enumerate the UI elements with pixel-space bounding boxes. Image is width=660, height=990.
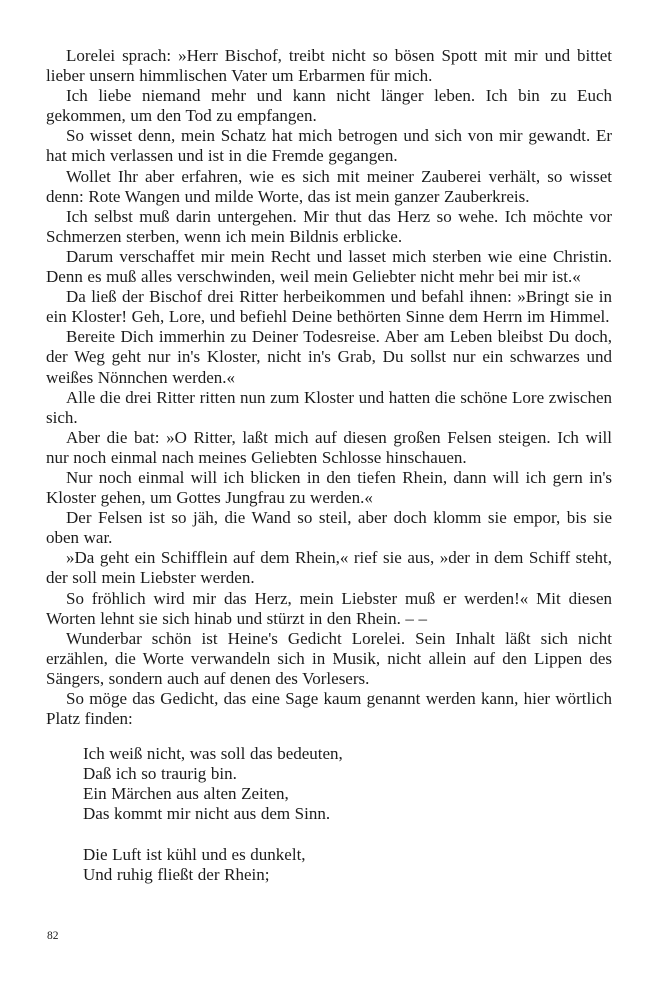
paragraph: Wunderbar schön ist Heine's Gedicht Lorelei. Sein Inhalt läßt sich nicht erzählen, die Worte verwandeln sich in Musik, nicht allein auf den Lippen des Sängers, sondern auch auf denen des Vorlesers.	[46, 628, 612, 688]
poem-line: Ein Märchen aus alten Zeiten,	[83, 784, 289, 804]
paragraph: Ich selbst muß darin untergehen. Mir thut das Herz so wehe. Ich möchte vor Schmerzen sterben, wenn ich mein Bildnis erblicke.	[46, 206, 612, 246]
paragraph: Aber die bat: »O Ritter, laßt mich auf diesen großen Felsen steigen. Ich will nur noch einmal nach meines Geliebten Schlosse hinschauen.	[46, 427, 612, 467]
page-number: 82	[47, 930, 59, 942]
poem-stanza	[83, 845, 612, 885]
paragraph: Lorelei sprach: »Herr Bischof, treibt nicht so bösen Spott mit mir und bittet lieber unsern himmlischen Vater um Erbarmen für mich.	[46, 46, 612, 86]
paragraph: Alle die drei Ritter ritten nun zum Kloster und hatten die schöne Lore zwischen sich.	[46, 387, 612, 427]
paragraph: Bereite Dich immerhin zu Deiner Todesreise. Aber am Leben bleibst Du doch, der Weg geht nur in's Kloster, nicht in's Grab, Du sollst nur ein schwarzes und weißes Nönnchen werden.«	[46, 327, 612, 387]
paragraph: So wisset denn, mein Schatz hat mich betrogen und sich von mir gewandt. Er hat mich verlassen und ist in die Fremde gegangen.	[46, 126, 612, 166]
page-text-block	[46, 46, 612, 905]
paragraph: Da ließ der Bischof drei Ritter herbeikommen und befahl ihnen: »Bringt sie in ein Kloster! Geh, Lore, und befiehl Deine bethörten Sinne dem Herrn im Himmel.	[46, 287, 612, 327]
poem-stanza	[83, 744, 612, 824]
paragraph: Darum verschaffet mir mein Recht und lasset mich sterben wie eine Christin. Denn es muß alles verschwinden, weil mein Geliebter nicht mehr bei mir ist.«	[46, 246, 612, 287]
paragraph: Nur noch einmal will ich blicken in den tiefen Rhein, dann will ich gern in's Kloster gehen, um Gottes Jungfrau zu werden.«	[46, 467, 612, 508]
poem-line: Ich weiß nicht, was soll das bedeuten,	[83, 744, 343, 764]
poem-line: Und ruhig fließt der Rhein;	[83, 864, 270, 884]
paragraph: Der Felsen ist so jäh, die Wand so steil, aber doch klomm sie empor, bis sie oben war.	[46, 508, 612, 548]
paragraph: »Da geht ein Schifflein auf dem Rhein,« rief sie aus, »der in dem Schiff steht, der soll mein Liebster werden.	[46, 548, 612, 588]
poem-line: Daß ich so traurig bin.	[83, 764, 237, 784]
paragraph: So möge das Gedicht, das eine Sage kaum genannt werden kann, hier wörtlich Platz finden:	[46, 689, 612, 729]
poem-line: Die Luft ist kühl und es dunkelt,	[83, 844, 306, 864]
paragraph: So fröhlich wird mir das Herz, mein Liebster muß er werden!« Mit diesen Worten lehnt sie sich hinab und stürzt in den Rhein. – –	[46, 588, 612, 628]
paragraph: Ich liebe niemand mehr und kann nicht länger leben. Ich bin zu Euch gekommen, um den Tod zu empfangen.	[46, 86, 612, 126]
poem-line: Das kommt mir nicht aus dem Sinn.	[83, 804, 331, 824]
poem-block	[83, 744, 612, 885]
paragraph: Wollet Ihr aber erfahren, wie es sich mit meiner Zauberei verhält, so wisset denn: Rote Wangen und milde Worte, das ist mein ganzer Zauberkreis.	[46, 166, 612, 206]
